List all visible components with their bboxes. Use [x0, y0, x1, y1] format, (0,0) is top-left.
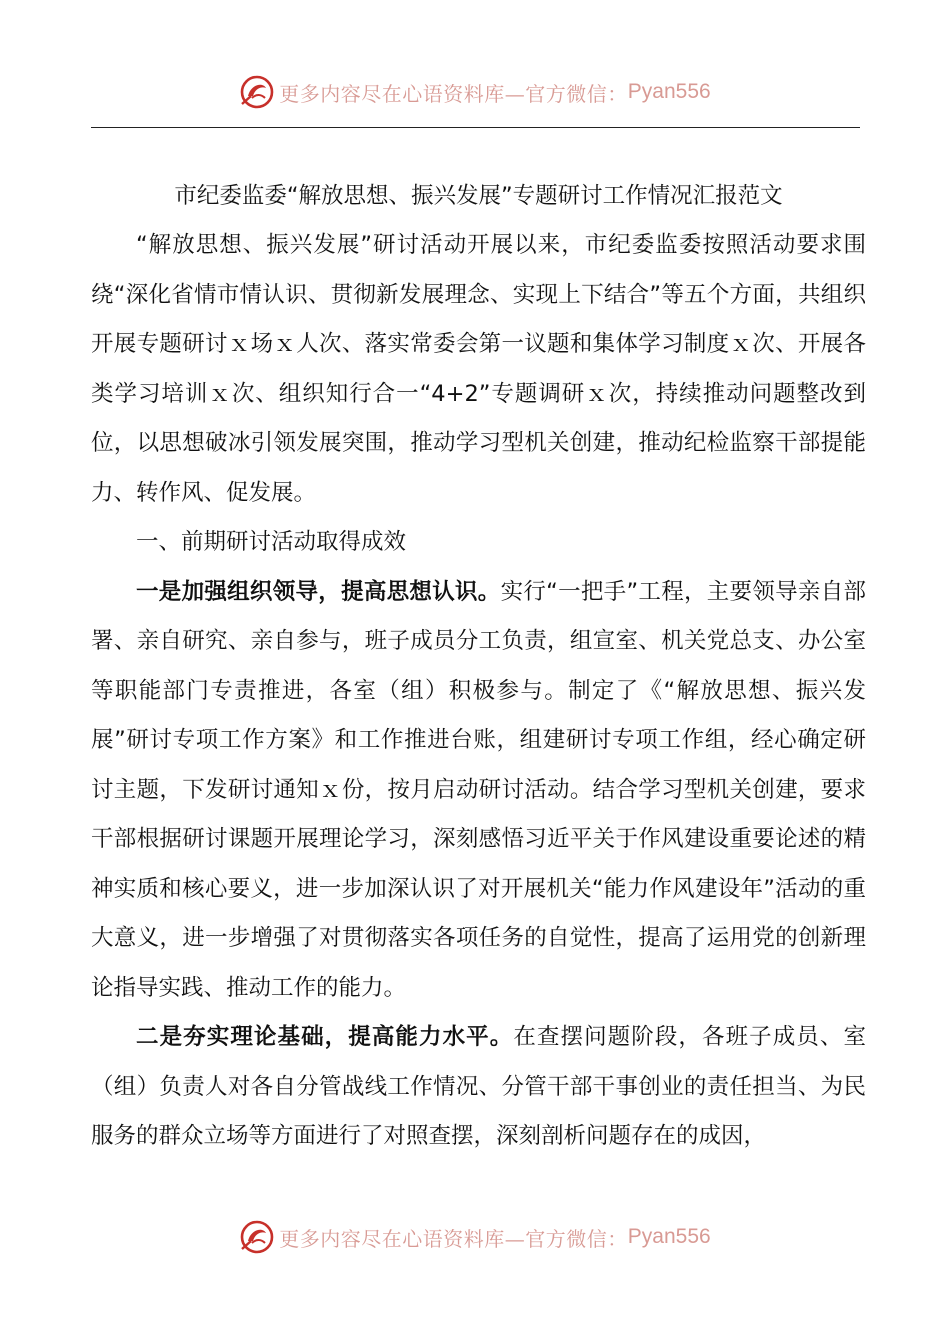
brand-logo-icon — [239, 1219, 275, 1255]
header-watermark-banner — [0, 70, 950, 114]
point-one-paragraph — [91, 568, 866, 1014]
brand-logo-icon — [239, 74, 275, 110]
point-two-body: 在查摆问题阶段，各班子成员、室（组）负责人对各自分管战线工作情况、分管干部干事创业的责任担当、为民服务的群众立场等方面进行了对照查摆，深刻剖析问题存在的成因， — [91, 1024, 866, 1149]
point-two-lead: 二是夯实理论基础，提高能力水平。 — [136, 1024, 514, 1050]
point-one-body: 实行“一把手”工程，主要领导亲自部署、亲自研究、亲自参与，班子成员分工负责，组宣室、机关党总支、办公室等职能部门专责推进，各室（组）积极参与。制定了《“解放思想、振兴发展”研讨专项工作方案》和工作推进台账，组建研讨专项工作组，经心确定研讨主题，下发研讨通知ｘ份，按月启动研讨活动。结合学习型机关创建，要求干部根据研讨课题开展理论学习，深刻感悟习近平关于作风建设重要论述的精神实质和核心要义，进一步加深认识了对开展机关“能力作风建设年”活动的重大意义，进一步增强了对贯彻落实各项任务的自觉性，提高了运用党的创新理论指导实践、推动工作的能力。 — [91, 578, 866, 1001]
banner-text: 更多内容尽在心语资料库—官方微信： — [279, 1226, 628, 1251]
banner-text: 更多内容尽在心语资料库—官方微信： — [279, 81, 628, 106]
footer-watermark-banner — [0, 1215, 950, 1259]
banner-wechat-id: Pyan556 — [627, 80, 711, 103]
banner-wechat-id: Pyan556 — [627, 1225, 711, 1248]
header-divider — [91, 127, 860, 128]
intro-paragraph: “解放思想、振兴发展”研讨活动开展以来，市纪委监委按照活动要求围绕“深化省情市情认识、贯彻新发展理念、实现上下结合”等五个方面，共组织开展专题研讨ｘ场ｘ人次、落实常委会第一议题和集体学习制度ｘ次、开展各类学习培训ｘ次、组织知行合一“4+2”专题调研ｘ次，持续推动问题整改到位，以思想破冰引领发展突围，推动学习型机关创建，推动纪检监察干部提能力、转作风、促发展。 — [91, 232, 866, 506]
point-two-paragraph — [91, 1013, 866, 1162]
section-heading: 一、前期研讨活动取得成效 — [136, 529, 407, 555]
document-title: 市纪委监委“解放思想、振兴发展”专题研讨工作情况汇报范文 — [174, 183, 783, 209]
point-one-lead: 一是加强组织领导，提高思想认识。 — [136, 578, 501, 605]
document-body — [91, 172, 866, 1162]
